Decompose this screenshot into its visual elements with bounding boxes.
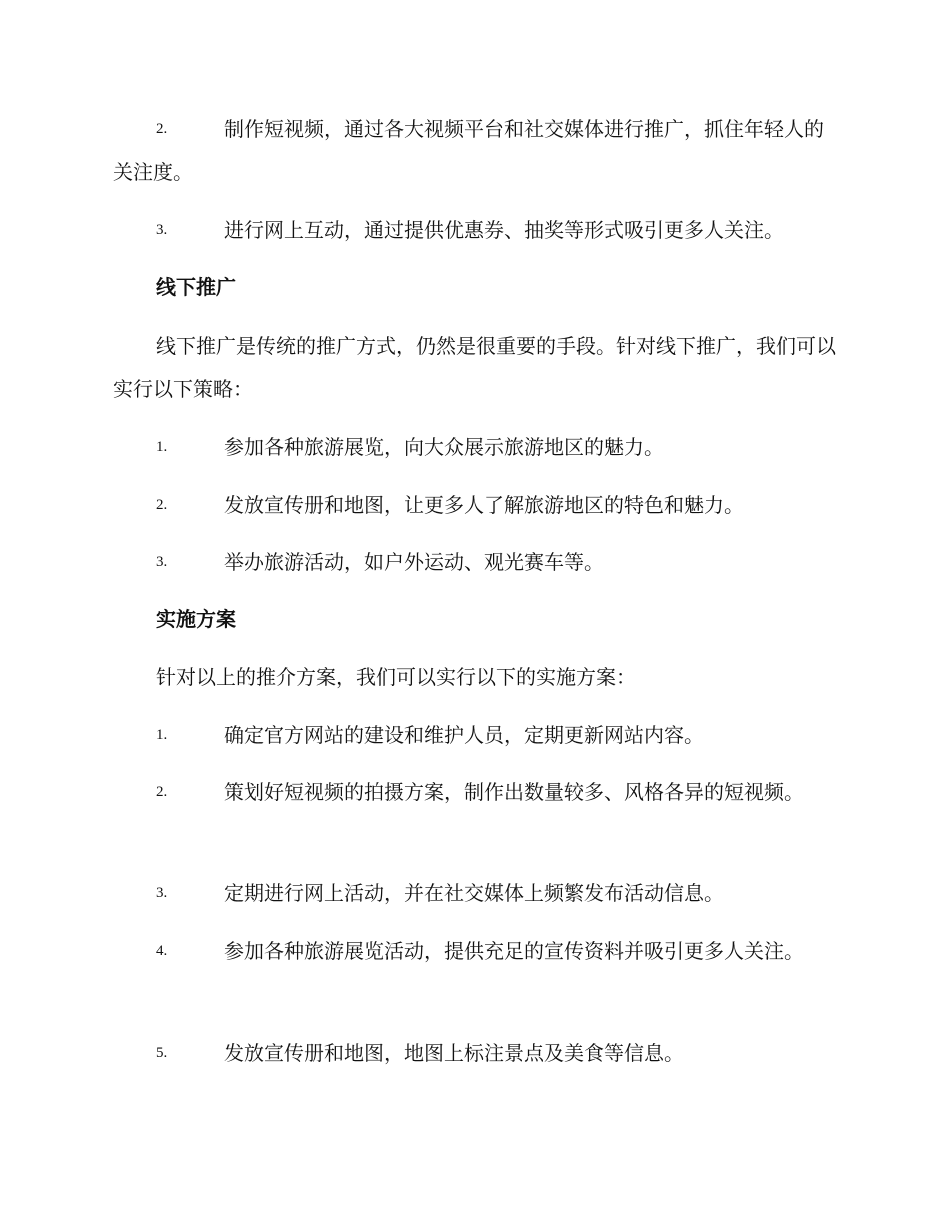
list-number: 3. bbox=[156, 222, 168, 238]
list-text: 进行网上互动，通过提供优惠券、抽奖等形式吸引更多人关注。 bbox=[224, 218, 784, 242]
list-item bbox=[113, 541, 840, 584]
list-item bbox=[113, 872, 840, 915]
list-text: 参加各种旅游展览，向大众展示旅游地区的魅力。 bbox=[224, 435, 664, 459]
section-heading-offline: 线下推广 bbox=[156, 275, 236, 299]
list-item bbox=[113, 714, 840, 757]
list-number: 3. bbox=[156, 885, 168, 901]
list-number: 5. bbox=[156, 1045, 168, 1061]
list-number: 2. bbox=[156, 784, 168, 800]
plan-intro-paragraph: 针对以上的推介方案，我们可以实行以下的实施方案： bbox=[156, 665, 636, 689]
list-text: 参加各种旅游展览活动，提供充足的宣传资料并吸引更多人关注。 bbox=[224, 939, 804, 963]
list-number: 1. bbox=[156, 439, 168, 455]
list-text: 制作短视频，通过各大视频平台和社交媒体进行推广，抓住年轻人的关注度。 bbox=[113, 117, 824, 184]
list-item bbox=[113, 771, 840, 814]
list-number: 2. bbox=[156, 497, 168, 513]
list-number: 3. bbox=[156, 554, 168, 570]
list-text: 确定官方网站的建设和维护人员，定期更新网站内容。 bbox=[224, 723, 704, 747]
list-text: 策划好短视频的拍摄方案，制作出数量较多、风格各异的短视频。 bbox=[224, 780, 804, 804]
list-number: 2. bbox=[156, 121, 168, 137]
list-number: 1. bbox=[156, 727, 168, 743]
offline-intro-paragraph: 线下推广是传统的推广方式，仍然是很重要的手段。针对线下推广，我们可以实行以下策略： bbox=[113, 334, 836, 401]
list-text: 举办旅游活动，如户外运动、观光赛车等。 bbox=[224, 550, 604, 574]
list-text: 发放宣传册和地图，地图上标注景点及美食等信息。 bbox=[224, 1041, 684, 1065]
list-number: 4. bbox=[156, 943, 168, 959]
list-item bbox=[113, 108, 840, 194]
section-heading-plan: 实施方案 bbox=[156, 607, 236, 631]
list-item bbox=[113, 426, 840, 469]
list-item bbox=[113, 484, 840, 527]
list-item bbox=[113, 209, 840, 252]
list-item bbox=[113, 930, 840, 973]
list-text: 发放宣传册和地图，让更多人了解旅游地区的特色和魅力。 bbox=[224, 493, 744, 517]
list-item bbox=[113, 1032, 840, 1075]
list-text: 定期进行网上活动，并在社交媒体上频繁发布活动信息。 bbox=[224, 881, 724, 905]
